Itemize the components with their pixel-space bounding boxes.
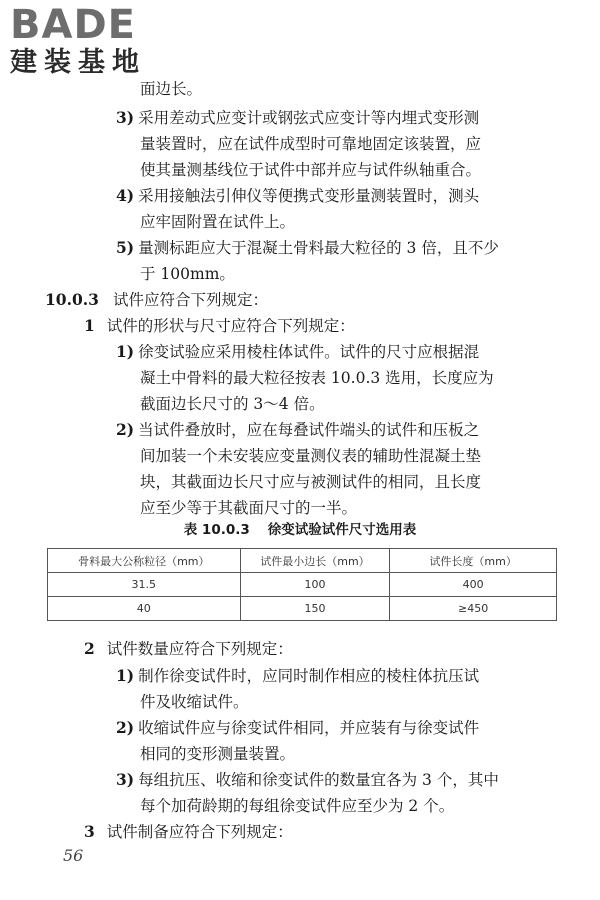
table-number: 表 10.0.3: [183, 522, 250, 538]
table-header-cell: 骨料最大公称粒径（mm）: [48, 549, 241, 573]
item-number: 3): [116, 770, 135, 789]
table-row: [48, 573, 557, 597]
list-item-2: 2) 收缩试件应与徐变试件相同，并应装有与徐变试件: [116, 718, 480, 737]
text-line: 应至少等于其截面尺寸的一半。: [140, 499, 358, 517]
logo-english-text: BADE: [10, 2, 136, 48]
item-number: 1): [116, 342, 135, 361]
table-header-cell: 试件最小边长（mm）: [240, 549, 390, 573]
text-line: 件及收缩试件。: [140, 693, 249, 711]
text-line: 间加装一个未安装应变量测仪表的辅助性混凝土垫: [140, 447, 482, 465]
table-cell: ≥450: [390, 597, 557, 621]
table-cell: 31.5: [48, 573, 241, 597]
table-cell: 100: [240, 573, 390, 597]
table-cell: 40: [48, 597, 241, 621]
table-row: [48, 597, 557, 621]
item-number: 5): [116, 238, 135, 257]
item-number: 1): [116, 666, 135, 685]
item-3-heading: 3 试件制备应符合下列规定：: [84, 822, 293, 841]
table-caption: [0, 520, 600, 540]
clause-number: 10.0.3: [45, 290, 99, 309]
publisher-logo: [10, 4, 175, 78]
clause-10-0-3: 10.0.3 试件应符合下列规定：: [45, 290, 268, 309]
table-header-cell: 试件长度（mm）: [390, 549, 557, 573]
item-number: 3: [84, 822, 95, 841]
item-2-heading: 2 试件数量应符合下列规定：: [84, 639, 293, 658]
list-item-5: 5) 量测标距应大于混凝土骨料最大粒径的 3 倍，且不少: [116, 238, 499, 257]
text-line: 使其量测基线位于试件中部并应与试件纵轴重合。: [140, 161, 482, 179]
text-line: 块，其截面边长尺寸应与被测试件的相同，且长度: [140, 473, 482, 491]
list-item-2: 2) 当试件叠放时，应在每叠试件端头的试件和压板之: [116, 420, 480, 439]
specimen-size-table: [47, 548, 557, 621]
list-item-3: 3) 每组抗压、收缩和徐变试件的数量宜各为 3 个，其中: [116, 770, 499, 789]
list-item-1: 1) 徐变试验应采用棱柱体试件。试件的尺寸应根据混: [116, 342, 480, 361]
list-item-1: 1) 制作徐变试件时，应同时制作相应的棱柱体抗压试: [116, 666, 480, 685]
table-cell: 400: [390, 573, 557, 597]
logo-chinese-text: 建装基地: [10, 47, 146, 78]
text-line: 相同的变形测量装置。: [140, 745, 296, 763]
table-title: 徐变试验试件尺寸选用表: [267, 522, 417, 538]
text-line: 量装置时，应在试件成型时可靠地固定该装置，应: [140, 135, 482, 153]
text-line: 凝土中骨料的最大粒径按表 10.0.3 选用，长度应为: [140, 369, 494, 387]
table-header-row: [48, 549, 557, 573]
text-line: 应牢固附置在试件上。: [140, 213, 296, 231]
item-number: 1: [84, 316, 95, 335]
item-number: 2): [116, 420, 135, 439]
text-line: 截面边长尺寸的 3～4 倍。: [140, 395, 325, 413]
text-line: 于 100mm。: [140, 265, 235, 283]
item-number: 2: [84, 639, 95, 658]
table-cell: 150: [240, 597, 390, 621]
list-item-3: 3) 采用差动式应变计或钢弦式应变计等内埋式变形测: [116, 108, 480, 127]
item-number: 4): [116, 186, 135, 205]
text-line: 面边长。: [140, 80, 203, 98]
text-line: 每个加荷龄期的每组徐变试件应至少为 2 个。: [140, 797, 455, 815]
page-number: 56: [63, 846, 84, 865]
item-number: 2): [116, 718, 135, 737]
item-1-heading: 1 试件的形状与尺寸应符合下列规定：: [84, 316, 355, 335]
item-number: 3): [116, 108, 135, 127]
list-item-4: 4) 采用接触法引伸仪等便携式变形量测装置时，测头: [116, 186, 480, 205]
